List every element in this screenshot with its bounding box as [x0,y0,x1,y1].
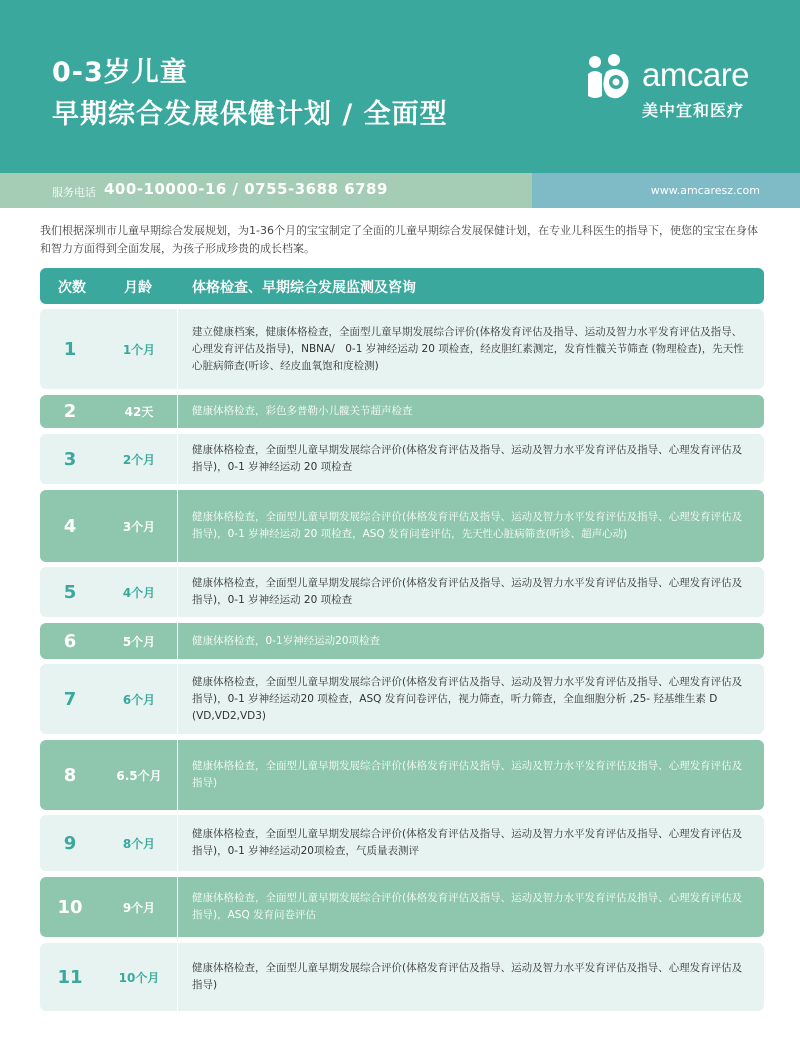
visit-content: 健康体格检查，全面型儿童早期发展综合评价(体格发育评估及指导、运动及智力水平发育评估及指导、心理发育评估及指导)，0-1 岁神经运动 20 项检查，ASQ 发育问卷评估，先天性心脏病筛查(听诊、超声心动) [192,511,743,540]
visit-age: 5个月 [122,634,156,649]
visit-number: 5 [63,581,77,603]
column-divider [177,943,178,1011]
column-divider [177,490,178,562]
column-divider [177,815,178,871]
visit-content: 健康体格检查，全面型儿童早期发展综合评价(体格发育评估及指导、运动及智力水平发育评估及指导、心理发育评估及指导)，0-1 岁神经运动20项检查，气质量表测评 [192,828,743,857]
website-link[interactable]: www.amcaresz.com [650,184,760,197]
intro-paragraph: 我们根据深圳市儿童早期综合发展规划，为1-36个月的宝宝制定了全面的儿童早期综合发展保健计划，在专业儿科医生的指导下，使您的宝宝在身体和智力方面得到全面发展，为孩子形成珍贵的成长档案。 [40,224,758,255]
column-divider [177,877,178,937]
phone-numbers[interactable]: 400-10000-16 / 0755-3688 6789 [104,180,388,198]
table-row [40,740,764,810]
table-row [40,567,764,617]
column-divider [177,434,178,484]
visit-number: 3 [63,448,77,470]
column-divider [177,395,178,428]
visit-age: 4个月 [122,585,156,600]
column-divider [177,664,178,734]
visit-age: 9个月 [122,900,156,915]
table-row [40,664,764,734]
table-row [40,877,764,937]
visit-number: 10 [57,896,83,918]
logo-chinese-name: 美中宜和医疗 [642,101,745,120]
visit-number: 8 [63,764,77,786]
header-age: 月龄 [124,280,152,296]
table-row [40,623,764,659]
visit-content: 健康体格检查，全面型儿童早期发展综合评价(体格发育评估及指导、运动及智力水平发育评估及指导、心理发育评估及指导)，ASQ 发育问卷评估 [192,892,743,921]
family-logo-icon [584,52,636,104]
website-bar [532,173,800,208]
visit-content: 健康体格检查，0-1岁神经运动20项检查 [192,634,381,647]
table-row [40,943,764,1011]
visit-content: 建立健康档案，健康体格检查，全面型儿童早期发展综合评价(体格发育评估及指导、运动及智力水平发育评估及指导、心理发育评估及指导)，NBNA/ 0-1 岁神经运动 20 项检查，经皮胆红素测定，发育性髋关节筛查 (物理检查)，先天性心脏病筛查(听诊、经皮血氧饱和度检测) [192,325,744,372]
amcare-logo [584,52,764,124]
visit-content: 健康体格检查，全面型儿童早期发展综合评价(体格发育评估及指导、运动及智力水平发育评估及指导、心理发育评估及指导)，0-1 岁神经运动 20 项检查 [192,444,743,473]
visit-number: 11 [57,966,83,988]
visit-number: 6 [63,630,77,652]
phone-label: 服务电话 [52,186,96,199]
table-row [40,490,764,562]
contact-bar [0,173,532,208]
visit-number: 1 [63,338,77,360]
column-divider [177,740,178,810]
visit-content: 健康体格检查，全面型儿童早期发展综合评价(体格发育评估及指导、运动及智力水平发育评估及指导、心理发育评估及指导) [192,962,743,991]
visit-age: 2个月 [122,452,156,467]
page-title-line1: 0-3岁儿童 [52,57,188,88]
visit-age: 10个月 [118,970,160,985]
visit-age: 6.5个月 [116,768,162,783]
table-row [40,309,764,389]
visit-content: 健康体格检查，全面型儿童早期发展综合评价(体格发育评估及指导、运动及智力水平发育评估及指导、心理发育评估及指导)，0-1 岁神经运动20 项检查，ASQ 发育问卷评估，视力筛查，听力筛查，全血细胞分析 ,25- 羟基维生素 D (VD,VD2,VD3) [192,675,743,722]
visit-age: 42天 [124,405,154,419]
header-count: 次数 [58,280,86,296]
table-row [40,815,764,871]
visit-content: 健康体格检查，全面型儿童早期发展综合评价(体格发育评估及指导、运动及智力水平发育评估及指导、心理发育评估及指导)，0-1 岁神经运动 20 项检查 [192,577,743,606]
page-title-line2: 早期综合发展保健计划 / 全面型 [52,99,448,130]
visit-age: 6个月 [122,692,156,707]
visit-number: 2 [63,401,77,422]
visit-content: 健康体格检查，全面型儿童早期发展综合评价(体格发育评估及指导、运动及智力水平发育评估及指导、心理发育评估及指导) [192,760,743,789]
logo-wordmark: amcare [642,56,750,93]
column-divider [177,309,178,389]
visit-number: 9 [63,832,77,854]
column-divider [177,567,178,617]
table-row [40,434,764,484]
table-header [40,268,764,304]
visit-age: 3个月 [122,519,156,534]
visit-age: 8个月 [122,836,156,851]
visit-number: 7 [63,688,77,710]
visit-age: 1个月 [122,342,156,357]
table-row [40,395,764,428]
visit-number: 4 [63,515,77,537]
visit-content: 健康体格检查，彩色多普勒小儿髋关节超声检查 [192,405,413,417]
column-divider [177,623,178,659]
header-banner [0,0,800,173]
header-content: 体格检查、早期综合发展监测及咨询 [192,280,416,296]
